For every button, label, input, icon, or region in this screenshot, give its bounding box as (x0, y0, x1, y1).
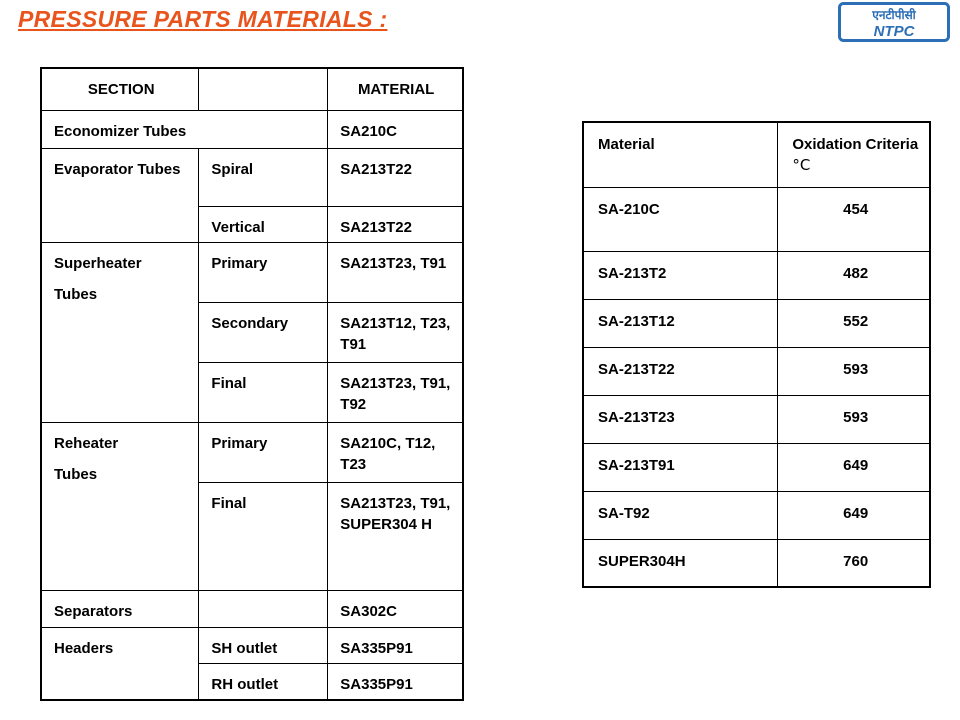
section-cell (41, 422, 199, 590)
material-cell: SA210C, T12, T23 (328, 422, 463, 482)
value-cell: 454 (778, 187, 930, 251)
table-row (583, 395, 930, 443)
material-cell: SUPER304H (583, 539, 778, 587)
material-cell: SA213T23, T91, T92 (328, 362, 463, 422)
section-line: Reheater (54, 434, 119, 452)
material-cell: SA213T12, T23, T91 (328, 302, 463, 362)
section-cell: Headers (41, 627, 199, 700)
ntpc-logo (838, 2, 950, 42)
section-cell (41, 242, 199, 422)
section-cell: Separators (41, 590, 199, 627)
table-row (41, 242, 463, 302)
section-line: Tubes (54, 285, 98, 303)
table-row (41, 590, 463, 627)
table-row (41, 627, 463, 663)
section-cell: Evaporator Tubes (41, 148, 199, 242)
value-cell: 593 (778, 395, 930, 443)
header-empty (199, 68, 328, 110)
material-cell: SA335P91 (328, 627, 463, 663)
material-cell: SA213T22 (328, 206, 463, 242)
subsection-cell: SH outlet (199, 627, 328, 663)
material-cell: SA213T23, T91, SUPER304 H (328, 482, 463, 590)
material-cell: SA-213T2 (583, 251, 778, 299)
material-cell: SA-213T91 (583, 443, 778, 491)
criteria-label: Oxidation Criteria (792, 136, 919, 153)
subsection-cell: Final (199, 482, 328, 590)
logo-hindi-text: एनटीपीसी (872, 8, 916, 22)
table-row (583, 299, 930, 347)
value-cell: 649 (778, 491, 930, 539)
subsection-cell: RH outlet (199, 663, 328, 700)
material-cell: SA335P91 (328, 663, 463, 700)
header-material: MATERIAL (328, 68, 463, 110)
subsection-cell: Final (199, 362, 328, 422)
subsection-cell: Secondary (199, 302, 328, 362)
page-title: PRESSURE PARTS MATERIALS : (18, 6, 388, 32)
material-cell: SA210C (328, 110, 463, 148)
material-cell: SA213T23, T91 (328, 242, 463, 302)
table-header-row (41, 68, 463, 110)
subsection-cell (199, 590, 328, 627)
table-row (583, 251, 930, 299)
header-material: Material (583, 122, 778, 187)
materials-table (40, 67, 464, 701)
header-section: SECTION (41, 68, 199, 110)
material-cell: SA-213T23 (583, 395, 778, 443)
subsection-cell: Vertical (199, 206, 328, 242)
table-row (583, 347, 930, 395)
table-row (583, 539, 930, 587)
table-header-row (583, 122, 930, 187)
subsection-cell: Spiral (199, 148, 328, 206)
oxidation-table (582, 121, 931, 588)
table-row (583, 187, 930, 251)
section-cell: Economizer Tubes (41, 110, 328, 148)
table-row (41, 422, 463, 482)
value-cell: 760 (778, 539, 930, 587)
criteria-unit: °C (792, 156, 811, 174)
subsection-cell: Primary (199, 242, 328, 302)
material-cell: SA213T22 (328, 148, 463, 206)
table-row (41, 110, 463, 148)
value-cell: 552 (778, 299, 930, 347)
table-row (583, 443, 930, 491)
material-cell: SA-210C (583, 187, 778, 251)
section-line: Tubes (54, 465, 98, 483)
value-cell: 649 (778, 443, 930, 491)
table-row (583, 491, 930, 539)
section-line: Superheater (54, 254, 142, 272)
table-row (41, 148, 463, 206)
subsection-cell: Primary (199, 422, 328, 482)
material-cell: SA-213T22 (583, 347, 778, 395)
value-cell: 482 (778, 251, 930, 299)
material-cell: SA302C (328, 590, 463, 627)
value-cell: 593 (778, 347, 930, 395)
material-cell: SA-T92 (583, 491, 778, 539)
material-cell: SA-213T12 (583, 299, 778, 347)
header-criteria (778, 122, 930, 187)
logo-english-text: NTPC (873, 23, 915, 40)
